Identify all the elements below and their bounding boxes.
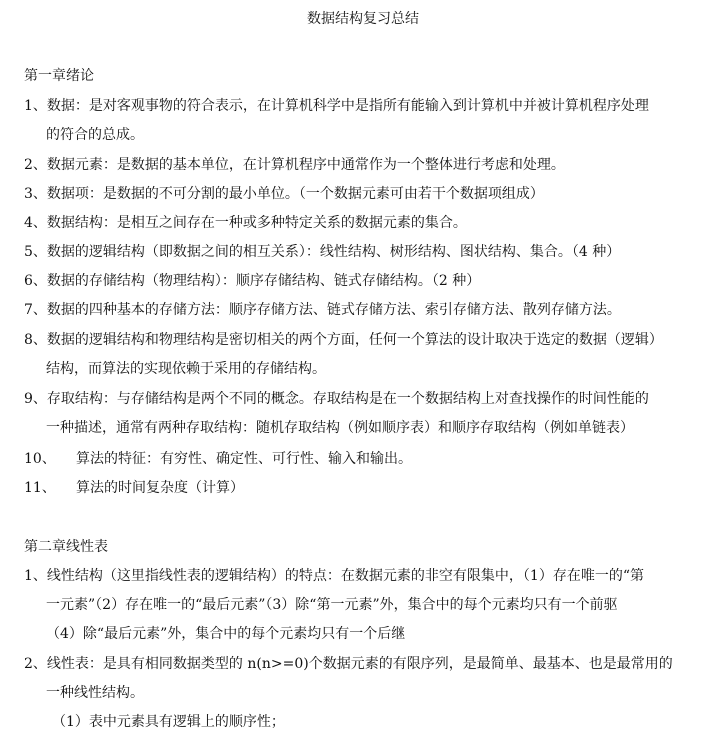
- item-text: 算法的时间复杂度（计算）: [76, 480, 244, 496]
- chapter-1-item-2: [24, 155, 704, 184]
- chapter-1-item-10: [24, 449, 704, 478]
- chapter-1-item-9: [24, 389, 704, 447]
- item-number: 3、: [24, 186, 47, 202]
- item-number: 1、: [24, 568, 47, 584]
- item-number: 2、: [24, 157, 47, 173]
- chapter-2-sub-item-1: （1）表中元素具有逻辑上的顺序性；: [52, 714, 285, 730]
- item-text: 算法的特征：有穷性、确定性、可行性、输入和输出。: [76, 451, 412, 467]
- item-number: 9、: [24, 391, 47, 407]
- item-number: 10、: [24, 451, 56, 467]
- item-number: 8、: [24, 332, 47, 348]
- item-text: 数据的逻辑结构（即数据之间的相互关系）：线性结构、树形结构、图状结构、集合。（4 种）: [46, 244, 621, 260]
- chapter-1-item-1: [24, 96, 704, 154]
- chapter-1-item-11: [24, 478, 704, 507]
- chapter-1-item-6: [24, 271, 704, 300]
- item-number: 4、: [24, 215, 47, 231]
- item-text-continued: 一种描述，通常有两种存取结构：随机存取结构（例如顺序表）和顺序存取结构（例如单链表）: [46, 420, 634, 436]
- item-number: 5、: [24, 244, 47, 260]
- item-text-continued: 的符合的总成。: [46, 127, 144, 143]
- chapter-2-item-1: [24, 566, 704, 653]
- item-text: 数据结构：是相互之间存在一种或多种特定关系的数据元素的集合。: [46, 215, 467, 231]
- item-text-continued: 结构，而算法的实现依赖于采用的存储结构。: [46, 361, 326, 377]
- document-title: 数据结构复习总结: [307, 11, 419, 27]
- item-number: 6、: [24, 273, 47, 289]
- item-number: 1、: [24, 98, 47, 114]
- chapter-1-item-8: [24, 330, 704, 388]
- item-text: 线性结构（这里指线性表的逻辑结构）的特点：在数据元素的非空有限集中，（1）存在唯一的“第: [46, 568, 644, 584]
- item-text: 数据的逻辑结构和物理结构是密切相关的两个方面，任何一个算法的设计取决于选定的数据（逻辑）: [46, 332, 663, 348]
- chapter-1-heading: 第一章绪论: [24, 68, 94, 84]
- item-number: 11、: [24, 480, 56, 496]
- item-number: 7、: [24, 302, 47, 318]
- item-text: 线性表：是具有相同数据类型的 n(n>=0)个数据元素的有限序列，是最简单、最基本、也是最常用的: [46, 656, 673, 672]
- item-text: 数据的四种基本的存储方法：顺序存储方法、链式存储方法、索引存储方法、散列存储方法。: [46, 302, 621, 318]
- chapter-1-item-3: [24, 184, 704, 213]
- chapter-2-heading: 第二章线性表: [24, 539, 108, 555]
- chapter-2-item-2: [24, 654, 704, 712]
- item-text-continued: 一种线性结构。: [46, 685, 144, 701]
- chapter-1-item-7: [24, 300, 704, 329]
- item-number: 2、: [24, 656, 47, 672]
- item-text: 存取结构：与存储结构是两个不同的概念。存取结构是在一个数据结构上对查找操作的时间性能的: [46, 391, 649, 407]
- item-text: 数据：是对客观事物的符合表示，在计算机科学中是指所有能输入到计算机中并被计算机程序处理: [46, 98, 649, 114]
- item-text: 数据元素：是数据的基本单位，在计算机程序中通常作为一个整体进行考虑和处理。: [46, 157, 565, 173]
- chapter-1-item-5: [24, 242, 704, 271]
- item-text: 数据项：是数据的不可分割的最小单位。（一个数据元素可由若干个数据项组成）: [46, 186, 544, 202]
- chapter-1-item-4: [24, 213, 704, 242]
- item-text-continued: 一元素”（2）存在唯一的“最后元素”（3）除“第一元素”外，集合中的每个元素均只有一个前驱: [46, 597, 618, 613]
- item-text: 数据的存储结构（物理结构）：顺序存储结构、链式存储结构。（2 种）: [46, 273, 481, 289]
- item-text-continued: （4）除“最后元素”外，集合中的每个元素均只有一个后继: [46, 626, 406, 642]
